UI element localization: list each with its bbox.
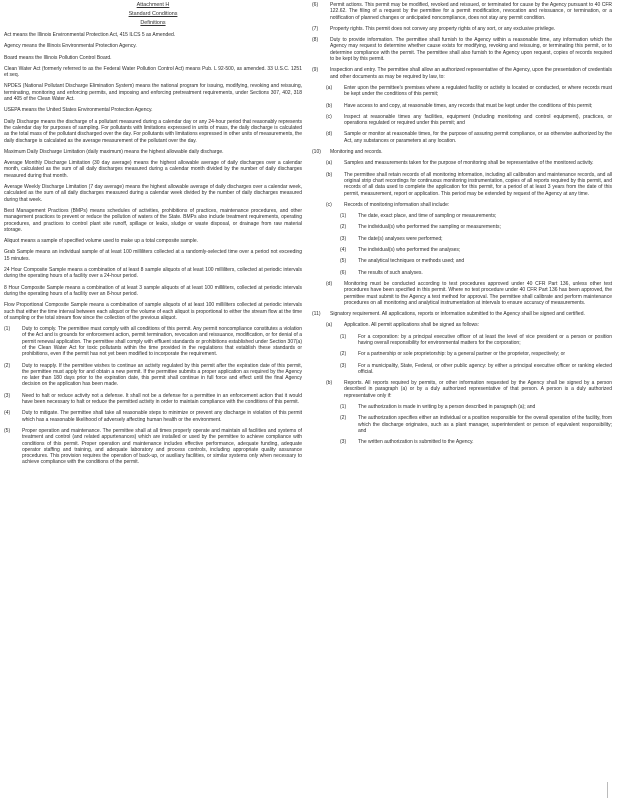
paragraph-number: (1): [340, 404, 347, 411]
paragraph-number: (a): [326, 322, 333, 329]
paragraph-number: (3): [340, 362, 347, 369]
paragraph: [326, 160, 612, 166]
attachment-title: Attachment H: [136, 2, 170, 8]
page-edge-mark: [607, 782, 616, 798]
paragraph-text: Proper operation and maintenance. The permittee shall at all times properly operate and maintain all facilities and systems of treatment and control (and related appurtenances) which are installed or used by the permittee to achieve compliance with conditions of this permit. Proper operation and maintenance includes effective performance, adequate funding, adequate operator staffing and training, and adequate laboratory and process controls, including appropriate quality assurance procedures. This provision requires the operation of back-up, or auxiliary facilities, or similar systems only when necessary to achieve compliance with the conditions of the permit.: [22, 427, 302, 466]
paragraph: Best Management Practices (BMPs) means schedules of activities, prohibitions of practices, maintenance procedures, and other management practices to prevent or reduce the pollution of waters of the State. BMPs also include treatment requirements, operating procedures, and practices to control plant site runoff, spillage or leaks, sludge or waste disposal, or drainage from raw material storage.: [4, 207, 302, 233]
paragraph-number: (6): [340, 269, 347, 276]
paragraph-text: Samples and measurements taken for the purpose of monitoring shall be representative of the monitored activity.: [344, 160, 594, 167]
paragraph-text: Application. All permit applications shall be signed as follows:: [344, 322, 480, 329]
paragraph-number: (11): [312, 311, 321, 318]
paragraph: Maximum Daily Discharge Limitation (daily maximum) means the highest allowable daily discharge.: [4, 148, 224, 155]
paragraph: [326, 114, 612, 127]
paragraph-text: Inspection and entry. The permittee shall allow an authorized representative of the Agency, upon the presentation of credentials and other documents as may be required by law, to:: [330, 67, 612, 80]
paragraph-number: (2): [340, 224, 347, 231]
paragraph: [340, 404, 612, 410]
paragraph-text: Duty to comply. The permittee must comply with all conditions of this permit. Any permit noncompliance constitutes a violation of the Act and is grounds for enforcement action, permit termination, revocation and reissuance, modification, or for denial of a permit renewal application. The permittee shall comply with effluent standards or prohibitions established under Section 307(a) of the Clean Water Act for toxic pollutants within the time provided in the regulations that establish these standards or prohibitions, even if the permit has not yet been modified to incorporate the requirement.: [22, 326, 302, 358]
paragraph-number: (5): [4, 427, 11, 434]
paragraph: Grab Sample means an individual sample of at least 100 milliliters collected at a randomly-selected time over a period not exceeding 15 minutes.: [4, 249, 302, 262]
paragraph: [312, 311, 612, 317]
paragraph-number: (6): [312, 2, 319, 8]
paragraph: 8 Hour Composite Sample means a combination of at least 3 sample aliquots of at least 100 milliliters, collected at periodic intervals during the operating hours of a facility over an 8-hour period.: [4, 284, 302, 297]
paragraph-text: Inspect at reasonable times any facilities, equipment (including monitoring and control equipment), practices, or operations regulated or required under this permit; and: [344, 113, 612, 127]
paragraph: [340, 439, 612, 445]
paragraph-number: (1): [340, 333, 347, 340]
paragraph-text: The date, exact place, and time of sampling or measurements;: [358, 213, 497, 220]
paragraph: Clean Water Act (formerly referred to as the Federal Water Pollution Control Act) means Pub. L 92-500, as amended. 33 U.S.C. 1251 et seq.: [4, 65, 302, 79]
paragraph-text: Sample or monitor at reasonable times, for the purpose of assuring permit compliance, or as otherwise authorized by the Act, any substances or parameters at any location.: [344, 131, 612, 144]
paragraph: [312, 26, 612, 32]
paragraph: Daily Discharge means the discharge of a pollutant measured during a calendar day or any 24-hour period that reasonably represents the calendar day for purposes of sampling. For pollutants with limitations expressed in units of mass, the daily discharge is calculated as the total mass of the pollutant discharged over the day. For pollutants with limitations expressed in other units of measurements, the daily discharge is calculated as the average measurement of the pollutant over the day.: [4, 118, 302, 144]
paragraph-text: The authorization is made in writing by a person described in paragraph (a); and: [358, 404, 536, 411]
paragraph-number: (b): [326, 102, 333, 109]
paragraph: [326, 380, 612, 399]
paragraph: [4, 393, 302, 406]
paragraph: [326, 202, 612, 208]
paragraph: [340, 224, 612, 230]
paragraph-number: (d): [326, 131, 333, 138]
paragraph: Board means the Illinois Pollution Control Board.: [4, 54, 112, 61]
paragraph-text: The permittee shall retain records of all monitoring information, including all calibration and maintenance records, and all original strip chart recordings for continuous monitoring instrumentation, copies of all reports required by this permit, and records of all data used to complete the application for this permit, for a period of at least 3 years from the date of this permit, measurement, report or application. This period may be extended by request of the Agency at any time.: [344, 171, 612, 197]
paragraph-text: The authorization specifies either an individual or a position responsible for the overall operation of the facility, from which the discharge originates, such as a plant manager, superintendent or person of equivalent responsibility; and: [358, 415, 612, 434]
paragraph: USEPA means the United States Environmental Protection Agency.: [4, 107, 153, 114]
paragraph-number: (2): [340, 351, 347, 358]
paragraph-number: (c): [326, 113, 332, 120]
paragraph-number: (2): [4, 362, 11, 369]
paragraph: [312, 37, 612, 62]
paragraph-number: (a): [326, 84, 333, 91]
paragraph-number: (a): [326, 160, 333, 167]
right-column: [312, 2, 612, 798]
paragraph: [340, 415, 612, 434]
paragraph-text: Enter upon the permittee's premises where a regulated facility or activity is located or conducted, or where records must be kept under the conditions of this permit;: [344, 84, 612, 98]
paragraph-text: The written authorization is submitted to the Agency.: [358, 439, 474, 446]
paragraph-text: The date(s) analyses were performed;: [358, 235, 443, 242]
paragraph: [326, 103, 612, 109]
paragraph: [326, 131, 612, 144]
paragraph: [312, 2, 612, 21]
paragraph-text: The individual(s) who performed the sampling or measurements;: [358, 224, 501, 231]
paragraph-text: For a partnership or sole proprietorship: by a general partner or the proprietor, respectively; or: [358, 351, 566, 358]
conditions-title: Standard Conditions: [128, 11, 178, 17]
paragraph-text: Monitoring and records.: [330, 149, 383, 156]
paragraph: [340, 363, 612, 376]
paragraph-text: Duty to provide information. The permittee shall furnish to the Agency within a reasonable time, any information which the Agency may request to determine whether cause exists for modifying, revoking and reissuing, or terminating this permit, or to determine compliance with the permit. The permittee shall also furnish to the Agency upon request, copies of records required to be kept by this permit.: [330, 37, 612, 63]
paragraph: [312, 67, 612, 80]
paragraph-number: (10): [312, 149, 321, 156]
paragraph: [326, 172, 612, 197]
left-column: [4, 2, 302, 798]
paragraph-text: The individual(s) who performed the analyses;: [358, 247, 461, 254]
paragraph-text: Duty to mitigate. The permittee shall take all reasonable steps to minimize or prevent any discharge in violation of this permit which has a reasonable likelihood of adversely affecting human health or the environment.: [22, 410, 302, 423]
paragraph-text: The analytical techniques or methods used; and: [358, 258, 465, 265]
paragraph: Average Monthly Discharge Limitation (30 day average) means the highest allowable average of daily discharges over a calendar month, calculated as the sum of all daily discharges measured during a calendar month divided by the number of daily discharges measured during that month.: [4, 160, 302, 179]
paragraph-number: (c): [326, 201, 332, 208]
paragraph: [340, 334, 612, 347]
paragraph-number: (4): [4, 410, 11, 417]
paragraph-text: Duty to reapply. If the permittee wishes to continue an activity regulated by this permit after the expiration date of this permit, the permittee must apply for and obtain a new permit. If the permittee submits a proper application as required by the Agency no later than 180 days prior to the expiration date, this permit shall continue in full force and effect until the final Agency decision on the application has been made.: [22, 362, 302, 388]
paragraph-number: (3): [340, 235, 347, 242]
paragraph: [326, 322, 612, 328]
paragraph: [340, 258, 612, 264]
paragraph: [340, 236, 612, 242]
right-paragraph-list: [312, 2, 612, 446]
paragraph: Agency means the Illinois Environmental Protection Agency.: [4, 43, 137, 50]
paragraph: [340, 351, 612, 357]
paragraph: [340, 247, 612, 253]
paragraph: NPDES (National Pollutant Discharge Elimination System) means the national program for issuing, modifying, revoking and reissuing, terminating, monitoring and enforcing permits, and imposing and enforcing pretreatment requirements, under Sections 307, 402, 318 and 405 of the Clean Water Act.: [4, 83, 302, 103]
paragraph-number: (d): [326, 280, 333, 287]
paragraph-text: Need to halt or reduce activity not a defense. It shall not be a defense for a permittee in an enforcement action that it would have been necessary to halt or reduce the permitted activity in order to maintain compliance with the conditions of this permit.: [22, 392, 302, 406]
paragraph: Act means the Illinois Environmental Protection Act, 415 ILCS 5 as Amended.: [4, 32, 176, 38]
paragraph-text: Have access to and copy, at reasonable times, any records that must be kept under the conditions of this permit;: [344, 102, 593, 109]
definitions-heading: Definitions: [140, 20, 166, 26]
paragraph-text: Signatory requirement. All applications, reports or information submitted to the Agency shall be signed and certified.: [330, 311, 585, 318]
paragraph: [312, 149, 612, 155]
paragraph: Average Weekly Discharge Limitation (7 day average) means the highest allowable average of daily discharges over a calendar week, calculated as the sum of all daily discharges measured during a calendar week divided by the number of daily discharges measured during that week.: [4, 184, 302, 203]
paragraph: [340, 270, 612, 276]
paragraph-text: The results of such analyses.: [358, 269, 423, 276]
paragraph-text: For a corporation: by a principal executive officer of at least the level of vice president or a person or position having overall responsibility for environmental matters for the corporation;: [358, 333, 612, 346]
left-paragraph-list: [4, 32, 302, 466]
paragraph: [326, 85, 612, 98]
paragraph-text: Records of monitoring information shall include:: [344, 201, 450, 208]
paragraph-number: (b): [326, 380, 333, 387]
paragraph: Aliquot means a sample of specified volume used to make up a total composite sample.: [4, 238, 198, 245]
paragraph-text: Permit actions. This permit may be modified, revoked and reissued, or terminated for cause by the Agency pursuant to 40 CFR 122.62. The filing of a request by the permittee for a permit modification, revocation and reissuance, or termination, or a notification of planned changes or anticipated noncompliance, does not stay any permit condition.: [330, 2, 612, 21]
paragraph-number: (1): [4, 326, 11, 333]
paragraph: 24 Hour Composite Sample means a combination of at least 8 sample aliquots of at least 100 milliliters, collected at periodic intervals during the operating hours of a facility over a 24-hour period.: [4, 267, 302, 280]
paragraph-text: Monitoring must be conducted according to test procedures approved under 40 CFR Part 136, unless other test procedures have been specified in this permit. Where no test procedure under 40 CFR Part 136 has been approved, the permittee must submit to the Agency a test method for approval. The permittee shall calibrate and perform maintenance procedures on all monitoring and analytical instrumentation at intervals to ensure accuracy of measurements.: [344, 280, 612, 306]
paragraph: [4, 363, 302, 388]
paragraph-text: Reports. All reports required by permits, or other information requested by the Agency shall be signed by a person described in paragraph (a) or by a duly authorized representative of that person. A person is a duly authorized representative only if:: [344, 380, 612, 399]
paragraph: [4, 428, 302, 466]
paragraph-text: For a municipality, State, Federal, or other public agency: by either a principal executive officer or ranking elected official.: [358, 362, 612, 375]
paragraph-number: (3): [4, 392, 11, 399]
paragraph-number: (5): [340, 258, 347, 265]
paragraph-number: (3): [340, 439, 347, 446]
paragraph-text: Property rights. This permit does not convey any property rights of any sort, or any exclusive privilege.: [330, 25, 556, 32]
paragraph-number: (b): [326, 171, 333, 178]
paragraph-number: (4): [340, 247, 347, 254]
paragraph: Flow Proportional Composite Sample means a combination of sample aliquots of at least 100 milliliters collected at periodic intervals such that either the time interval between each aliquot or the volume of each aliquot is proportional to either the stream flow at the time of sampling or the total stream flow since the collection of the previous aliquot.: [4, 302, 302, 321]
paragraph-number: (1): [340, 213, 347, 220]
paragraph: [326, 281, 612, 306]
paragraph-number: (8): [312, 37, 319, 44]
paragraph-number: (9): [312, 67, 319, 74]
paragraph-number: (7): [312, 25, 319, 32]
paragraph-number: (2): [340, 415, 347, 422]
paragraph: [340, 213, 612, 219]
paragraph: [4, 410, 302, 423]
paragraph: [4, 326, 302, 357]
